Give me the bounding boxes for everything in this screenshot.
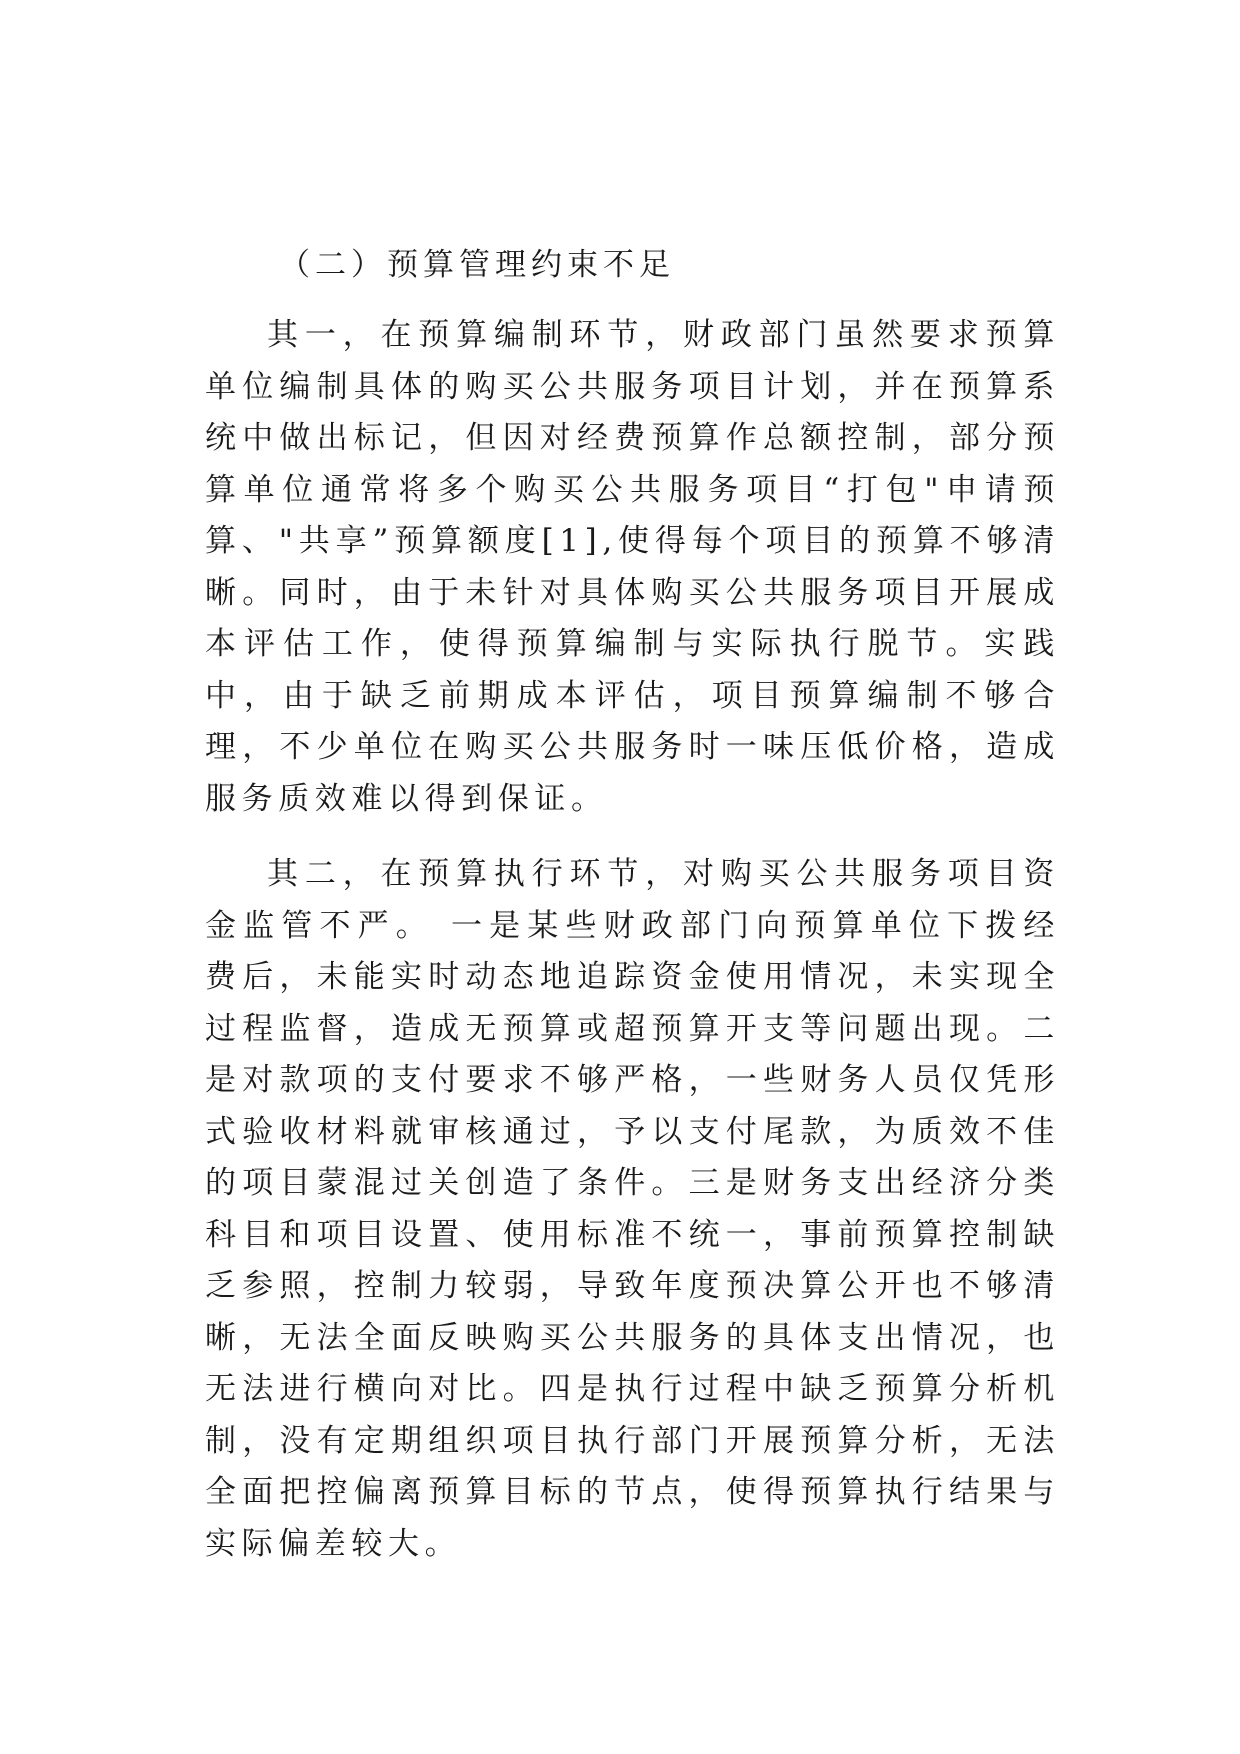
section-heading: （二）预算管理约束不足 — [279, 247, 675, 283]
paragraph-budget-preparation: 其一，在预算编制环节，财政部门虽然要求预算单位编制具体的购买公共服务项目计划，并在预算系统中做出标记，但因对经费预算作总额控制，部分预算单位通常将多个购买公共服务项目“打包"申请预算、"共享”预算额度[1],使得每个项目的预算不够清晰。同时，由于未针对具体购买公共服务项目开展成本评估工作，使得预算编制与实际执行脱节。实践中，由于缺乏前期成本评估，项目预算编制不够合理，不少单位在购买公共服务时一味压低价格，造成服务质效难以得到保证。 — [205, 317, 1060, 817]
paragraph-budget-execution: 其二，在预算执行环节，对购买公共服务项目资金监管不严。 一是某些财政部门向预算单位下拨经费后，未能实时动态地追踪资金使用情况，未实现全过程监督，造成无预算或超预算开支等问题出现。二是对款项的支付要求不够严格，一些财务人员仅凭形式验收材料就审核通过，予以支付尾款，为质效不佳的项目蒙混过关创造了条件。三是财务支出经济分类科目和项目设置、使用标准不统一，事前预算控制缺乏参照，控制力较弱，导致年度预决算公开也不够清晰，无法全面反映购买公共服务的具体支出情况，也无法进行横向对比。四是执行过程中缺乏预算分析机制，没有定期组织项目执行部门开展预算分析，无法全面把控偏离预算目标的节点，使得预算执行结果与实际偏差较大。 — [205, 856, 1060, 1562]
document-body — [205, 240, 1060, 1594]
